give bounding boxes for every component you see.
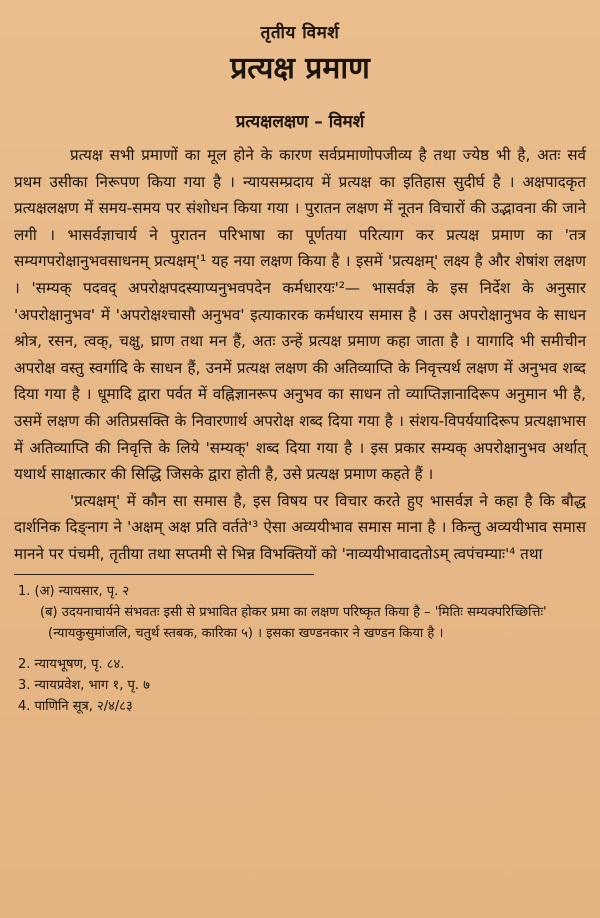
footnote-3: 3. न्यायप्रवेश, भाग १, पृ. ७: [18, 677, 150, 693]
page-title: प्रत्यक्ष प्रमाण: [230, 51, 370, 86]
chapter-heading: तृतीय विमर्श: [260, 23, 340, 43]
body-paragraph-2: 'प्रत्यक्षम्' में कौन सा समास है, इस विषय पर विचार करते हुए भासर्वज्ञ ने कहा है कि बौद्ध दार्शनिक दिङ्नाग ने 'अक्षम् अक्ष प्रति वर्तते'³ ऐसा अव्ययीभाव समास माना है । किन्तु अव्ययीभाव समास मानने पर पंचमी, तृतीया तथा सप्तमी से भिन्न विभक्तियों को 'नाव्ययीभावादतोऽम् त्वपंचम्याः'⁴ तथा: [14, 491, 586, 563]
body-paragraph-1: प्रत्यक्ष सभी प्रमाणों का मूल होने के कारण सर्वप्रमाणोपजीव्य है तथा ज्येष्ठ भी है, अतः सर्व प्रथम उसीका निरूपण किया गया है । न्यायसम्प्रदाय में प्रत्यक्ष का इतिहास सुदीर्घ है । अक्षपादकृत प्रत्यक्षलक्षण में समय-समय पर संशोधन किया गया । पुरातन लक्षण में नूतन विचारों की उद्भावना की जाने लगी । भासर्वज्ञाचार्य ने पुरातन परिभाषा का पूर्णतया परित्याग कर प्रत्यक्ष प्रमाण का 'तत्र सम्यगपरोक्षानुभवसाधनम् प्रत्यक्षम्'¹ यह नया लक्षण किया है । इसमें 'प्रत्यक्षम्' लक्ष्य है और शेषांश लक्षण । 'सम्यक् पदवद् अपरोक्षपदस्याप्यनुभवपदेन कर्मधारयः'²— भासर्वज्ञ के इस निर्देश के अनुसार 'अपरोक्षानुभव' में 'अपरोक्षश्चासौ अनुभव' इत्याकारक कर्मधारय समास है । उस अपरोक्षानुभव के साधन श्रोत्र, रसन, त्वक्, चक्षु, घ्राण तथा मन हैं, अतः उन्हें प्रत्यक्ष प्रमाण कहा जाता है । यागादि भी समीचीन अपरोक्ष वस्तु स्वर्गादि के साधन हैं, उनमें प्रत्यक्ष लक्षण की अतिव्याप्ति के निवृत्त्यर्थ लक्षण में अनुभव शब्द दिया गया है । धूमादि द्वारा पर्वत में वह्निज्ञानरूप अनुभव का साधन तो व्याप्तिज्ञानादिरूप अनुमान भी है, उसमें लक्षण की अतिप्रसक्ति के निवारणार्थ अपरोक्ष शब्द दिया गया है । संशय-विपर्ययादिरूप प्रत्यक्षाभास में अतिव्याप्ति की निवृत्ति के लिये 'सम्यक्' शब्द दिया गया है । इस प्रकार सम्यक् अपरोक्षानुभव अर्थात् यथार्थ साक्षात्कार की सिद्धि जिसके द्वारा होती है, उसे प्रत्यक्ष प्रमाण कहते हैं ।: [14, 146, 586, 484]
footnote-1b: (ब) उदयनाचार्यने संभवतः इसी से प्रभावित होकर प्रमा का लक्षण परिष्कृत किया है – 'मितिः सम्यक्परिच्छित्तिः' (न्यायकुसुमांजलि, चतुर्थ स्तबक, कारिका ५) । इसका खण्डनकार ने खण्डन किया है ।: [40, 604, 547, 641]
footnote-4: 4. पाणिनि सूत्र, २/४/८३: [18, 698, 133, 714]
section-heading: प्रत्यक्षलक्षण – विमर्श: [235, 112, 365, 132]
footnote-divider: [14, 574, 314, 575]
footnote-2: 2. न्यायभूषण, पृ. ८४.: [18, 656, 125, 672]
footnote-1a: 1. (अ) न्यायसार, पृ. २: [18, 583, 130, 599]
